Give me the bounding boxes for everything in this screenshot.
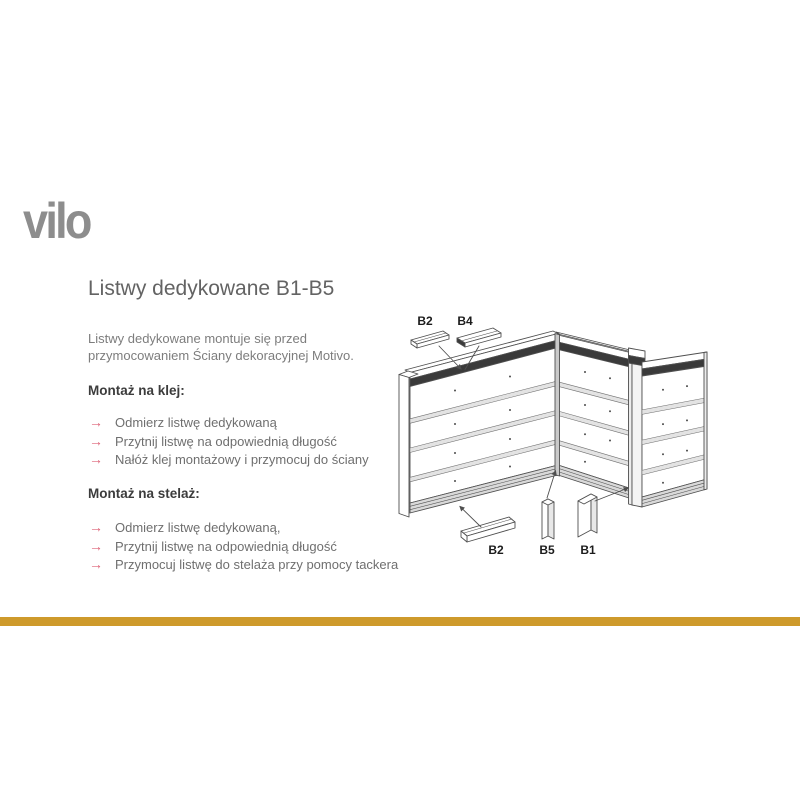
list-item-label: Przymocuj listwę do stelaża przy pomocy tackera <box>115 557 399 572</box>
vilo-logo: vilo <box>23 193 90 249</box>
installation-diagram <box>395 300 730 570</box>
strip-b2-top <box>411 331 449 348</box>
receding-wall <box>556 332 634 499</box>
arrow-bullet-icon: → <box>89 556 103 572</box>
strip-b1-bottom <box>578 494 597 537</box>
strip-b2-bottom <box>461 517 515 542</box>
page-title: Listwy dedykowane B1-B5 <box>88 277 335 300</box>
leader-b2-bottom <box>460 507 481 528</box>
diagram-label-b2-top: B2 <box>417 314 433 328</box>
diagram-label-b4-top: B4 <box>457 314 473 328</box>
arrow-bullet-icon: → <box>89 432 103 449</box>
arrow-bullet-icon: → <box>89 414 103 430</box>
instruction-list <box>88 414 428 470</box>
list-item <box>88 451 428 470</box>
arrow-bullet-icon: → <box>89 451 103 467</box>
intro-text: Listwy dedykowane montuje się przed przymocowaniem Ściany dekoracyjnej Motivo. <box>88 331 354 363</box>
instruction-list <box>88 519 428 575</box>
far-right-wall <box>642 352 707 507</box>
list-item-label: Odmierz listwę dedykowaną <box>115 415 277 430</box>
section-heading: Montaż na klej: <box>88 383 185 398</box>
diagram-label-b2-bottom: B2 <box>488 543 504 557</box>
list-item <box>88 433 428 452</box>
list-item-label: Przytnij listwę na odpowiednią długość <box>115 433 337 449</box>
section-montaz-na-klej <box>88 381 428 470</box>
list-item <box>88 556 428 575</box>
arrow-bullet-icon: → <box>89 519 103 535</box>
section-heading: Montaż na stelaż: <box>88 486 200 501</box>
left-wall <box>399 331 558 517</box>
accent-bar <box>0 617 800 626</box>
strip-b4-top <box>457 328 501 347</box>
section-montaz-na-stelaz <box>88 484 428 575</box>
diagram-label-b5-bottom: B5 <box>539 543 555 557</box>
list-item-label: Przytnij listwę na odpowiednią długość <box>115 538 337 554</box>
list-item-label: Odmierz listwę dedykowaną, <box>115 520 281 535</box>
inner-corner-trim <box>555 334 560 477</box>
list-item <box>88 519 428 538</box>
list-item-label: Nałóż klej montażowy i przymocuj do ściany <box>115 452 369 467</box>
diagram-label-b1-bottom: B1 <box>580 543 596 557</box>
list-item <box>88 538 428 557</box>
list-item <box>88 414 428 433</box>
strip-b5-bottom <box>542 499 554 539</box>
arrow-bullet-icon: → <box>89 537 103 554</box>
